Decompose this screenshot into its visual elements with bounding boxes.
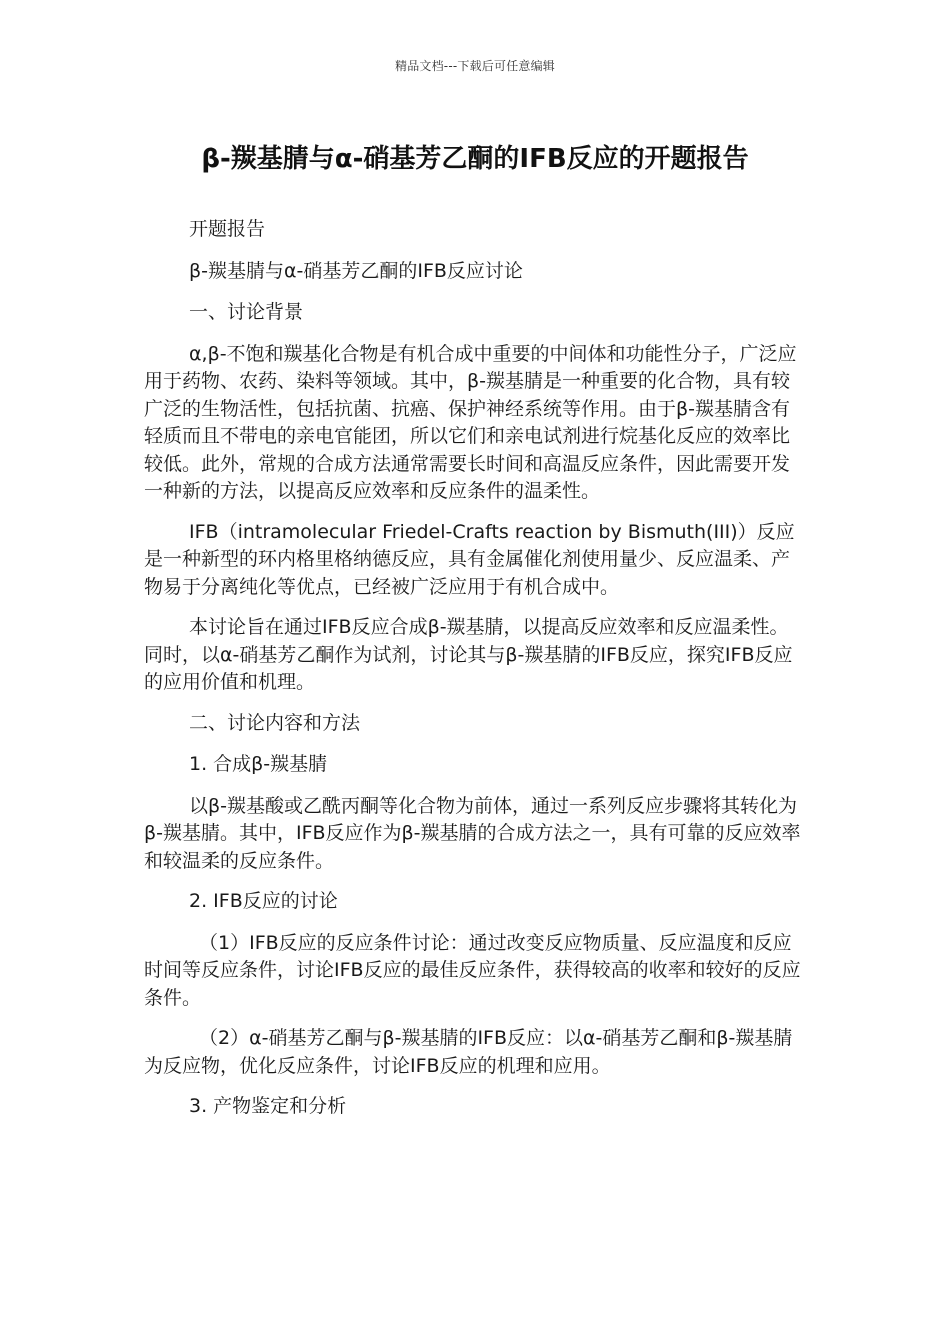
subheading-synthesis: 1. 合成β-羰基腈 xyxy=(189,753,328,775)
subheading-ifb-discussion: 2. IFB反应的讨论 xyxy=(189,890,338,912)
section-heading-background: 一、讨论背景 xyxy=(189,301,304,323)
paragraph-conditions: （1）IFB反应的反应条件讨论：通过改变反应物质量、反应温度和反应时间等反应条件，讨论IFB反应的最佳反应条件，获得较高的收率和较好的反应条件。 xyxy=(144,931,801,1009)
paragraph-ifb-intro: IFB（intramolecular Friedel-Crafts reaction by Bismuth(III)）反应是一种新型的环内格里格纳德反应，具有金属催化剂使用量少、反应温柔、产物易于分离纯化等优点，已经被广泛应用于有机合成中。 xyxy=(144,520,795,598)
paragraph-report-label: 开题报告 xyxy=(189,218,266,240)
paragraph-synthesis: 以β-羰基酸或乙酰丙酮等化合物为前体，通过一系列反应步骤将其转化为β-羰基腈。其中，IFB反应作为β-羰基腈的合成方法之一，具有可靠的反应效率和较温柔的反应条件。 xyxy=(144,794,801,872)
document-title: β-羰基腈与α-硝基芳乙酮的IFB反应的开题报告 xyxy=(201,144,749,174)
paragraph-topic: β-羰基腈与α-硝基芳乙酮的IFB反应讨论 xyxy=(189,259,523,282)
section-heading-methods: 二、讨论内容和方法 xyxy=(189,711,361,734)
paragraph-reaction: （2）α-硝基芳乙酮与β-羰基腈的IFB反应：以α-硝基芳乙酮和β-羰基腈为反应物，优化反应条件，讨论IFB反应的机理和应用。 xyxy=(144,1027,793,1077)
document-body xyxy=(144,216,806,1135)
paragraph-aim: 本讨论旨在通过IFB反应合成β-羰基腈，以提高反应效率和反应温柔性。同时，以α-硝基芳乙酮作为试剂，讨论其与β-羰基腈的IFB反应，探究IFB反应的应用价值和机理。 xyxy=(144,616,793,693)
subheading-product-analysis: 3. 产物鉴定和分析 xyxy=(189,1095,347,1117)
header-note: 精品文档---下载后可任意编辑 xyxy=(395,59,555,73)
paragraph-background: α,β-不饱和羰基化合物是有机合成中重要的中间体和功能性分子，广泛应用于药物、农药、染料等领域。其中，β-羰基腈是一种重要的化合物，具有较广泛的生物活性，包括抗菌、抗癌、保护神经系统等作用。由于β-羰基腈含有轻质而且不带电的亲电官能团，所以它们和亲电试剂进行烷基化反应的效率比较低。此外，常规的合成方法通常需要长时间和高温反应条件，因此需要开发一种新的方法，以提高反应效率和反应条件的温柔性。 xyxy=(144,342,797,502)
